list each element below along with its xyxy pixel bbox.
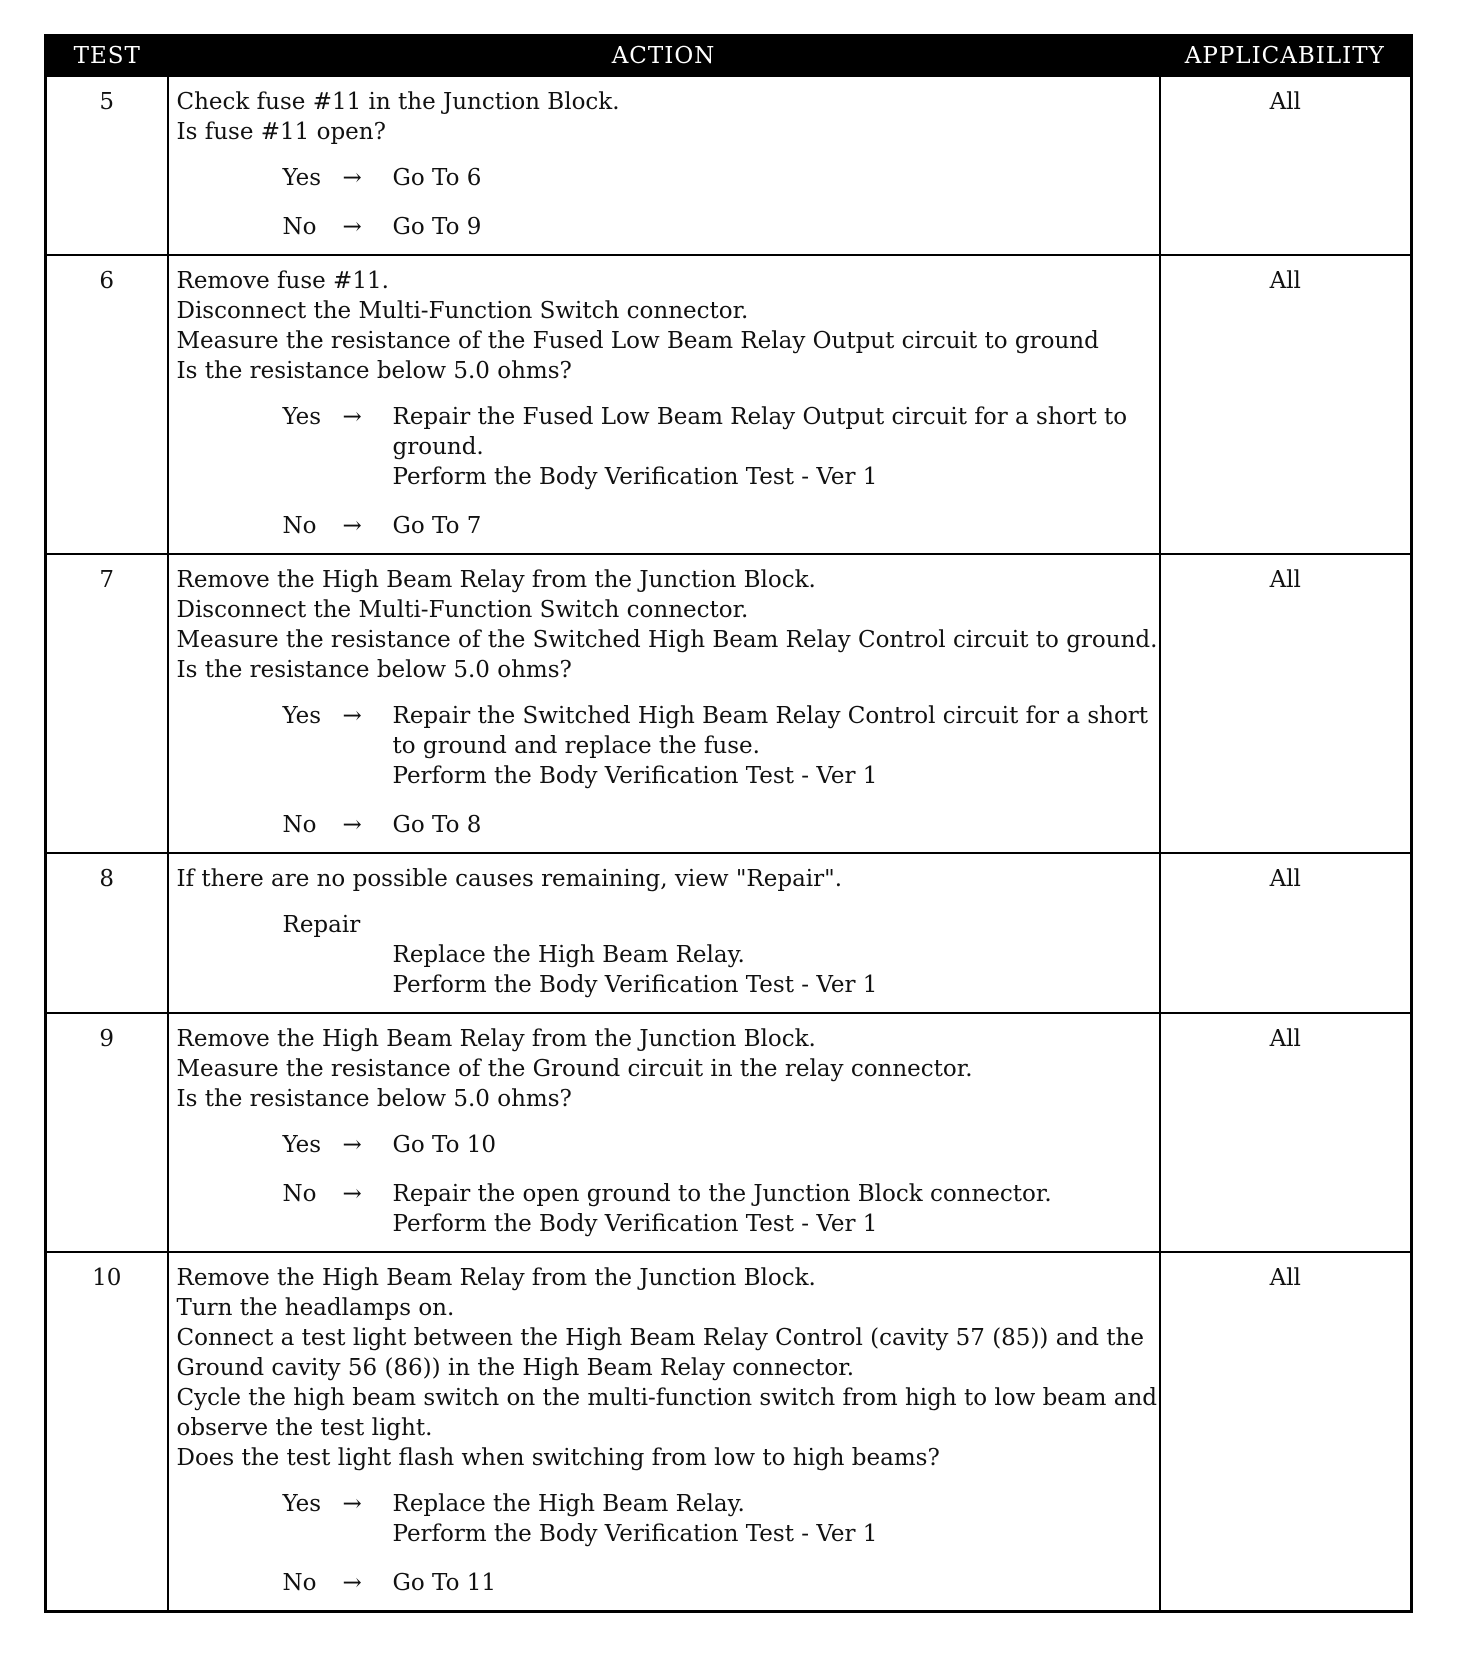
- action-line: Disconnect the Multi-Function Switch connector.: [176, 597, 749, 623]
- test-number: 6: [46, 255, 168, 554]
- result-line: Repair the open ground to the Junction Block connector.: [392, 1181, 1052, 1207]
- action-line: Is the resistance below 5.0 ohms?: [176, 358, 572, 384]
- test-number: 5: [46, 76, 168, 255]
- table-body: [46, 76, 1412, 1612]
- table-row: [46, 76, 1412, 255]
- action-line: observe the test light.: [176, 1415, 433, 1441]
- action-line: If there are no possible causes remaining, view "Repair".: [176, 866, 843, 892]
- result-line: Perform the Body Verification Test - Ver 1: [392, 763, 878, 789]
- action-line: Does the test light flash when switching from low to high beams?: [176, 1445, 940, 1471]
- action-line: Disconnect the Multi-Function Switch connector.: [176, 298, 749, 324]
- table-row: [46, 255, 1412, 554]
- answer-option: [283, 810, 1151, 840]
- answer-option: [283, 1179, 1151, 1239]
- test-number: 7: [46, 554, 168, 853]
- answer-options: [177, 1489, 1151, 1598]
- applicability-cell: All: [1160, 853, 1412, 1013]
- answer-label: Yes: [282, 165, 322, 191]
- answer-options: [177, 163, 1151, 242]
- arrow-icon: →: [342, 1491, 362, 1517]
- action-line: Ground cavity 56 (86)) in the High Beam Relay connector.: [176, 1355, 855, 1381]
- result-line: Go To 9: [392, 214, 482, 240]
- action-cell: [168, 255, 1160, 554]
- action-line: Measure the resistance of the Fused Low Beam Relay Output circuit to ground: [176, 328, 1099, 354]
- answer-label: No: [282, 1570, 317, 1596]
- table-row: [46, 554, 1412, 853]
- action-line: Is the resistance below 5.0 ohms?: [176, 1086, 572, 1112]
- answer-option: [283, 1568, 1151, 1598]
- answer-label: Yes: [282, 1132, 322, 1158]
- answer-label: No: [282, 513, 317, 539]
- answer-option: [283, 402, 1151, 492]
- result-line: Repair the Switched High Beam Relay Control circuit for a short: [392, 703, 1149, 729]
- answer-result: [393, 701, 1151, 791]
- action-cell: [168, 554, 1160, 853]
- answer-option: [283, 212, 1151, 242]
- action-line: Connect a test light between the High Beam Relay Control (cavity 57 (85)) and the: [176, 1325, 1144, 1351]
- arrow-icon: →: [342, 812, 362, 838]
- action-line: Remove the High Beam Relay from the Junction Block.: [176, 567, 816, 593]
- answer-label: No: [282, 1181, 317, 1207]
- arrow-icon: →: [342, 1132, 362, 1158]
- table-row: [46, 853, 1412, 1013]
- test-number: 8: [46, 853, 168, 1013]
- answer-result: [393, 810, 1151, 840]
- answer-options: [177, 701, 1151, 840]
- result-line: Go To 10: [392, 1132, 497, 1158]
- action-cell: [168, 76, 1160, 255]
- result-line: Replace the High Beam Relay.: [392, 1491, 745, 1517]
- action-line: Measure the resistance of the Switched High Beam Relay Control circuit to ground.: [176, 627, 1158, 653]
- action-line: Remove the High Beam Relay from the Junction Block.: [176, 1265, 816, 1291]
- answer-options: [177, 1130, 1151, 1239]
- header-applicability: APPLICABILITY: [1160, 36, 1412, 77]
- repair-label: Repair: [282, 912, 361, 938]
- applicability-cell: All: [1160, 1013, 1412, 1252]
- repair-line: Replace the High Beam Relay.: [392, 942, 745, 968]
- answer-result: [393, 1568, 1151, 1598]
- result-line: Go To 6: [392, 165, 482, 191]
- answer-result: [393, 402, 1151, 492]
- action-line: Check fuse #11 in the Junction Block.: [176, 89, 620, 115]
- action-line: Remove fuse #11.: [176, 268, 389, 294]
- result-line: Perform the Body Verification Test - Ver 1: [392, 464, 878, 490]
- arrow-icon: →: [342, 1181, 362, 1207]
- arrow-icon: →: [342, 404, 362, 430]
- applicability-cell: All: [1160, 255, 1412, 554]
- answer-label: Yes: [282, 703, 322, 729]
- test-number: 10: [46, 1252, 168, 1612]
- repair-steps: [177, 940, 1151, 1000]
- applicability-cell: All: [1160, 1252, 1412, 1612]
- result-line: Repair the Fused Low Beam Relay Output circuit for a short to: [392, 404, 1128, 430]
- table-row: [46, 1252, 1412, 1612]
- test-number: 9: [46, 1013, 168, 1252]
- header-action: ACTION: [168, 36, 1160, 77]
- applicability-cell: All: [1160, 554, 1412, 853]
- answer-result: [393, 1489, 1151, 1549]
- answer-label: Yes: [282, 404, 322, 430]
- answer-options: [177, 402, 1151, 541]
- result-line: ground.: [392, 434, 484, 460]
- action-line: Measure the resistance of the Ground circuit in the relay connector.: [176, 1056, 973, 1082]
- repair-line: Perform the Body Verification Test - Ver 1: [392, 972, 878, 998]
- action-line: Cycle the high beam switch on the multi-function switch from high to low beam and: [176, 1385, 1157, 1411]
- answer-option: [283, 511, 1151, 541]
- result-line: Go To 11: [392, 1570, 497, 1596]
- answer-result: [393, 163, 1151, 193]
- answer-label: No: [282, 214, 317, 240]
- answer-label: Yes: [282, 1491, 322, 1517]
- action-line: Remove the High Beam Relay from the Junction Block.: [176, 1026, 816, 1052]
- arrow-icon: →: [342, 165, 362, 191]
- answer-result: [393, 511, 1151, 541]
- arrow-icon: →: [342, 1570, 362, 1596]
- action-cell: [168, 1013, 1160, 1252]
- arrow-icon: →: [342, 703, 362, 729]
- answer-result: [393, 1130, 1151, 1160]
- answer-option: [283, 701, 1151, 791]
- answer-label: No: [282, 812, 317, 838]
- action-line: Turn the headlamps on.: [176, 1295, 455, 1321]
- action-line: Is the resistance below 5.0 ohms?: [176, 657, 572, 683]
- arrow-icon: →: [342, 214, 362, 240]
- arrow-icon: →: [342, 513, 362, 539]
- header-row: [46, 36, 1412, 77]
- answer-option: [283, 163, 1151, 193]
- test-procedure-table: [44, 34, 1413, 1613]
- result-line: Go To 8: [392, 812, 482, 838]
- answer-option: [283, 1130, 1151, 1160]
- action-line: Is fuse #11 open?: [176, 119, 386, 145]
- result-line: to ground and replace the fuse.: [392, 733, 760, 759]
- answer-result: [393, 212, 1151, 242]
- header-test: TEST: [46, 36, 168, 77]
- result-line: Perform the Body Verification Test - Ver 1: [392, 1521, 878, 1547]
- result-line: Go To 7: [392, 513, 482, 539]
- action-cell: [168, 853, 1160, 1013]
- result-line: Perform the Body Verification Test - Ver 1: [392, 1211, 878, 1237]
- answer-option: [283, 1489, 1151, 1549]
- applicability-cell: All: [1160, 76, 1412, 255]
- answer-result: [393, 1179, 1151, 1239]
- action-cell: [168, 1252, 1160, 1612]
- table-row: [46, 1013, 1412, 1252]
